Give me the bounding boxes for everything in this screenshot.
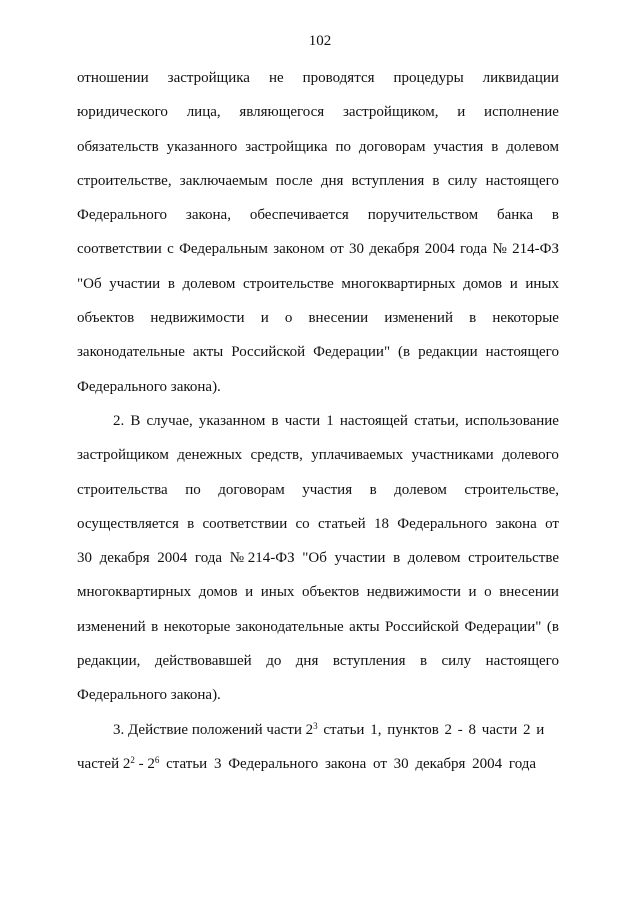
word: участниками — [411, 447, 494, 464]
word: "Об — [77, 275, 102, 292]
word: участия — [302, 481, 353, 498]
word: проводятся — [302, 70, 375, 86]
word: от — [545, 515, 559, 532]
word: в — [393, 550, 401, 567]
word: по — [335, 138, 351, 155]
word: с — [167, 241, 174, 258]
word: долевом — [506, 138, 559, 155]
word: и — [468, 584, 477, 601]
word: средств, — [250, 447, 303, 464]
word: в — [369, 481, 377, 498]
word: обязательств — [77, 138, 159, 155]
word: от — [329, 241, 344, 258]
word: уплачиваемых — [311, 447, 404, 464]
word: объектов — [301, 584, 360, 601]
word: недвижимости — [150, 310, 245, 327]
word: заключаемым — [179, 172, 268, 189]
word: в — [491, 138, 499, 155]
word: процедуры — [393, 70, 464, 86]
word: договорам — [218, 481, 285, 498]
paragraph-1-last-line: Федерального закона). — [77, 378, 221, 395]
word: в — [551, 207, 559, 224]
word: договорам — [358, 138, 426, 155]
page-number: 102 — [308, 33, 332, 49]
word: Федерации" — [313, 344, 391, 361]
text-line — [77, 308, 559, 342]
word: года — [460, 241, 488, 258]
word: исполнение — [484, 104, 559, 121]
word: года — [194, 550, 223, 567]
word: и — [509, 275, 518, 292]
word: являющегося — [239, 104, 325, 121]
word: (в — [546, 618, 559, 635]
word: дня — [295, 653, 319, 670]
word: Федерального — [397, 515, 488, 532]
paragraph-2-last-line: Федерального закона). — [77, 687, 221, 704]
word: в — [151, 618, 159, 635]
word: законодательные — [77, 344, 185, 361]
text-line — [77, 68, 559, 102]
word: (в — [398, 344, 411, 361]
word: многоквартирных — [341, 275, 456, 292]
word: дня — [320, 172, 344, 189]
text-line — [77, 548, 559, 582]
word: по — [185, 481, 201, 498]
word: строительстве, — [464, 481, 559, 498]
word: редакции, — [77, 653, 141, 670]
word: 18 — [373, 515, 389, 532]
word: силу — [441, 653, 472, 670]
word: осуществляется — [77, 515, 179, 532]
word: закона — [495, 515, 537, 532]
paragraph-3 — [77, 720, 559, 789]
paragraph-2 — [77, 411, 559, 685]
word: Российской — [385, 618, 459, 635]
paragraph-3-line-2 — [77, 754, 559, 788]
word: В — [130, 412, 141, 429]
word: соответствии — [77, 241, 162, 258]
text-line — [77, 514, 559, 548]
word: 30 — [349, 241, 365, 258]
word: изменений — [384, 310, 453, 327]
word: указанного — [166, 138, 238, 155]
word: настоящего — [485, 172, 559, 189]
word: строительстве — [242, 275, 334, 292]
word: настоящего — [485, 653, 559, 670]
word: в — [432, 172, 440, 189]
word: статьи, — [414, 412, 459, 429]
word: некоторые — [163, 618, 231, 635]
word: и — [245, 584, 254, 601]
word: домов — [198, 584, 238, 601]
word: 2004 — [424, 241, 455, 258]
word: долевого — [502, 447, 559, 464]
word: денежных — [177, 447, 243, 464]
word: использование — [465, 412, 559, 429]
document-body — [77, 68, 559, 788]
word: декабря — [369, 241, 420, 258]
word: внесении — [499, 584, 559, 601]
text-line — [77, 137, 559, 171]
word: силу — [447, 172, 478, 189]
word: законодательные — [235, 618, 344, 635]
paragraph-3-line-1 — [77, 720, 559, 754]
text-line — [77, 617, 559, 651]
text-line — [77, 651, 559, 685]
word: юридического — [77, 104, 168, 121]
text-line — [77, 239, 559, 273]
word: законом — [273, 241, 325, 258]
word: и — [457, 104, 466, 121]
word: участии — [109, 275, 161, 292]
word: № — [492, 241, 507, 258]
text-span: - 2 — [134, 755, 155, 772]
text-span: 3. Действие положений части 2 — [113, 721, 314, 738]
word: недвижимости — [366, 584, 461, 601]
word: застройщиком, — [342, 104, 439, 121]
text-line — [77, 205, 559, 239]
text-line — [77, 342, 559, 376]
superscript: 2 — [130, 754, 135, 765]
text-line — [77, 411, 559, 445]
word: в — [187, 515, 195, 532]
word: акты — [349, 618, 380, 635]
word: участия — [433, 138, 484, 155]
word: акты — [192, 344, 224, 361]
word: строительстве, — [77, 172, 172, 189]
text-line — [77, 480, 559, 514]
word: Федерации" — [464, 618, 542, 635]
word: "Об — [302, 550, 327, 567]
word: в — [271, 412, 279, 429]
word: обеспечивается — [249, 207, 349, 224]
word: настоящего — [485, 344, 559, 361]
text-line — [77, 171, 559, 205]
word: соответствии — [202, 515, 288, 532]
word: случае, — [146, 412, 193, 429]
word: ликвидации — [482, 70, 559, 86]
word: и — [260, 310, 269, 327]
word: после — [275, 172, 313, 189]
word: изменений — [77, 618, 146, 635]
word: о — [284, 310, 293, 327]
word: вступления — [332, 653, 406, 670]
word: участии — [334, 550, 386, 567]
word: иных — [260, 584, 295, 601]
text-span: статьи 1, пунктов 2 - 8 части 2 и — [317, 721, 545, 738]
word: долевом — [182, 275, 236, 292]
word: 214-ФЗ — [512, 241, 559, 258]
word: 30 — [77, 550, 92, 567]
word: строительства — [77, 481, 168, 498]
word: вступления — [351, 172, 425, 189]
word: долевом — [407, 550, 461, 567]
word: долевом — [394, 481, 447, 498]
word: иных — [525, 275, 559, 292]
word: многоквартирных — [77, 584, 192, 601]
word: указанном — [198, 412, 266, 429]
word: домов — [463, 275, 503, 292]
word: о — [484, 584, 492, 601]
text-line — [77, 445, 559, 479]
paragraph-1 — [77, 68, 559, 377]
word: в — [469, 310, 477, 327]
word: не — [268, 70, 284, 86]
word: в — [167, 275, 175, 292]
word: настоящей — [339, 412, 408, 429]
word: лица, — [186, 104, 221, 121]
word: объектов — [77, 310, 135, 327]
word: редакции — [418, 344, 478, 361]
superscript: 6 — [154, 754, 160, 765]
word: статьей — [317, 515, 366, 532]
word: в — [419, 653, 428, 670]
text-span: статьи 3 Федерального закона от 30 декабря 2004 года — [159, 755, 537, 772]
word: Федеральным — [179, 241, 268, 258]
word: действовавшей — [154, 653, 252, 670]
word: до — [266, 653, 282, 670]
word: Российской — [231, 344, 306, 361]
word: части — [284, 412, 321, 429]
word: со — [295, 515, 310, 532]
word: банка — [496, 207, 533, 224]
text-span: частей 2 — [77, 755, 131, 772]
word: застройщика — [167, 70, 250, 86]
superscript: 3 — [313, 720, 318, 731]
word: 2. — [113, 412, 125, 429]
word: № 214-ФЗ — [229, 550, 295, 567]
word: некоторые — [492, 310, 559, 327]
word: закона, — [185, 207, 231, 224]
text-line — [77, 102, 559, 136]
text-line — [77, 274, 559, 308]
word: застройщика — [245, 138, 328, 155]
word: застройщиком — [77, 447, 169, 464]
word: декабря — [99, 550, 150, 567]
word: внесении — [308, 310, 369, 327]
word: поручительством — [367, 207, 479, 224]
word: отношении — [77, 70, 149, 86]
word: 2004 — [157, 550, 188, 567]
word: Федерального — [77, 207, 168, 224]
text-line — [77, 582, 559, 616]
word: строительстве — [468, 550, 559, 567]
word: 1 — [326, 412, 334, 429]
